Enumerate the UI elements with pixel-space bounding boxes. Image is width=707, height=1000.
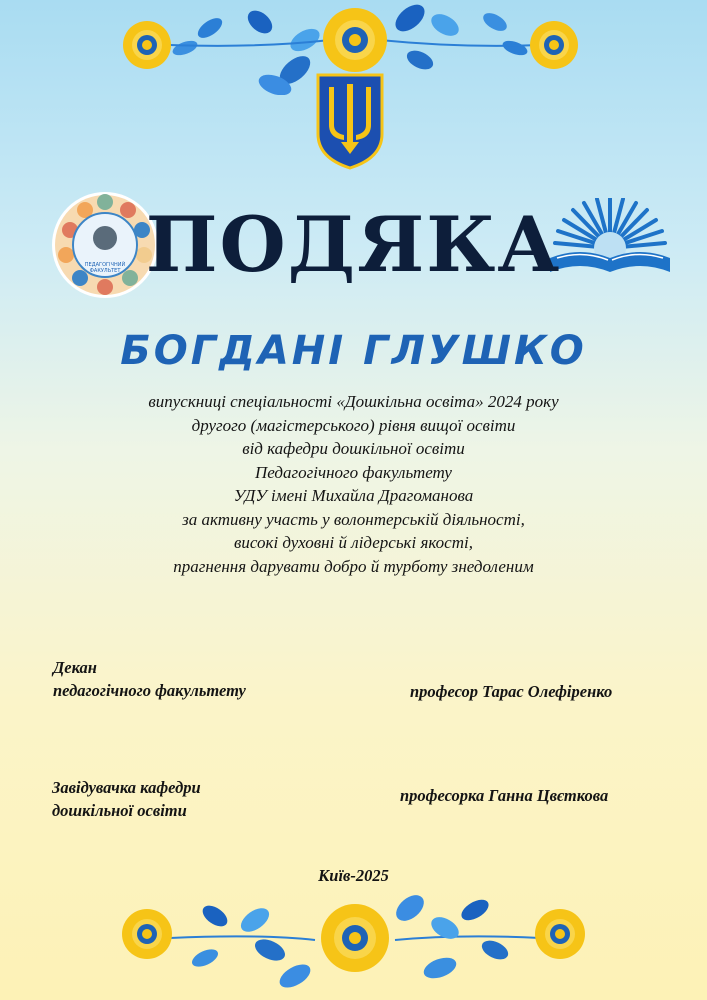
signatory-position bbox=[53, 656, 246, 702]
citation-line: високі духовні й лідерські якості, bbox=[234, 533, 473, 552]
position-line: педагогічного факультету bbox=[53, 681, 246, 700]
citation-text bbox=[40, 390, 667, 578]
citation-line: Педагогічного факультету bbox=[255, 462, 452, 482]
citation-line: за активну участь у волонтерській діяльності, bbox=[182, 509, 525, 529]
position-line: Завідувачка кафедри bbox=[52, 778, 201, 797]
city-year: Київ-2025 bbox=[318, 866, 389, 885]
citation-line: випускниці спеціальності «Дошкільна освіта» 2024 року bbox=[148, 392, 559, 411]
recipient-name: БОГДАНІ ГЛУШКО bbox=[120, 328, 587, 374]
signatory-name: професор Тарас Олефіренко bbox=[410, 682, 613, 701]
svg-text:ФАКУЛЬТЕТ: ФАКУЛЬТЕТ bbox=[89, 268, 121, 274]
svg-text:ПЕДАГОГІЧНИЙ: ПЕДАГОГІЧНИЙ bbox=[84, 262, 126, 268]
position-line: Декан bbox=[53, 658, 97, 677]
signatory-position bbox=[52, 776, 201, 822]
coat-of-arms-icon bbox=[315, 72, 385, 170]
bottom-ornament bbox=[110, 888, 600, 1000]
citation-line: УДУ імені Михайла Драгоманова bbox=[233, 486, 474, 505]
position-line: дошкільної освіти bbox=[52, 801, 187, 820]
document-title: ПОДЯКА bbox=[145, 200, 562, 289]
citation-line: другого (магістерського) рівня вищої освіти bbox=[191, 415, 516, 435]
citation-line: від кафедри дошкільної освіти bbox=[242, 439, 465, 458]
signatory-name: професорка Ганна Цвєткова bbox=[400, 786, 609, 805]
citation-line: прагнення дарувати добро й турботу знедоленим bbox=[173, 556, 534, 576]
